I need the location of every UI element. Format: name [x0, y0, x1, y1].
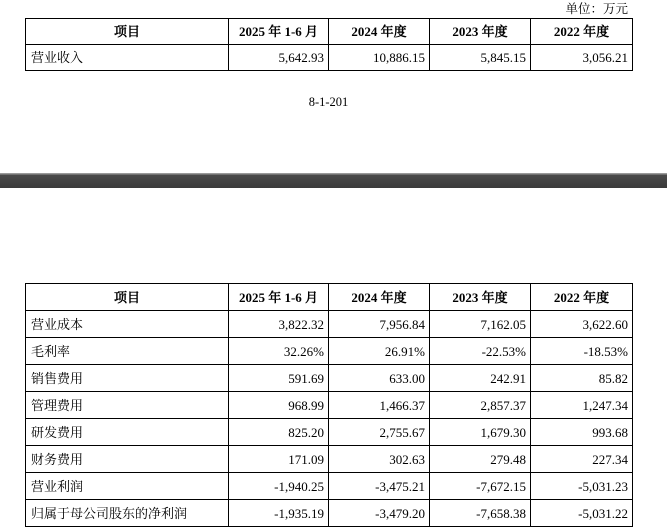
value-2024: -3,475.21 — [329, 473, 430, 500]
header-item: 项目 — [26, 284, 229, 311]
value-2022: 1,247.34 — [531, 392, 633, 419]
row-selling-expenses — [26, 365, 633, 392]
value-2023: -7,658.38 — [430, 500, 531, 527]
header-2023: 2023 年度 — [430, 284, 531, 311]
value-2022: -5,031.22 — [531, 500, 633, 527]
row-label: 营业成本 — [26, 311, 229, 338]
header-2025-h1: 2025 年 1-6 月 — [229, 19, 329, 45]
row-finance-expenses — [26, 446, 633, 473]
header-2022: 2022 年度 — [531, 284, 633, 311]
value-2023: 1,679.30 — [430, 419, 531, 446]
row-label: 财务费用 — [26, 446, 229, 473]
header-2025-h1: 2025 年 1-6 月 — [229, 284, 329, 311]
row-label: 营业利润 — [26, 473, 229, 500]
row-label: 归属于母公司股东的净利润 — [26, 500, 229, 527]
value-2024: 302.63 — [329, 446, 430, 473]
value-2025-h1: 968.99 — [229, 392, 329, 419]
unit-label: 单位：万元 — [565, 2, 628, 16]
row-operating-revenue — [26, 45, 633, 71]
row-label: 销售费用 — [26, 365, 229, 392]
row-gross-margin — [26, 338, 633, 365]
value-2022: -5,031.23 — [531, 473, 633, 500]
value-2023: 279.48 — [430, 446, 531, 473]
page-separator — [0, 173, 667, 188]
value-2025-h1: 3,822.32 — [229, 311, 329, 338]
value-2022: 85.82 — [531, 365, 633, 392]
value-2024: 10,886.15 — [329, 45, 430, 71]
table-header-row — [26, 284, 633, 311]
value-2024: 2,755.67 — [329, 419, 430, 446]
row-label: 营业收入 — [26, 45, 229, 71]
value-2024: -3,479.20 — [329, 500, 430, 527]
value-2025-h1: 32.26% — [229, 338, 329, 365]
value-2022: -18.53% — [531, 338, 633, 365]
row-label: 管理费用 — [26, 392, 229, 419]
value-2024: 26.91% — [329, 338, 430, 365]
header-item: 项目 — [26, 19, 229, 45]
value-2025-h1: 171.09 — [229, 446, 329, 473]
value-2024: 1,466.37 — [329, 392, 430, 419]
value-2024: 633.00 — [329, 365, 430, 392]
header-2023: 2023 年度 — [430, 19, 531, 45]
revenue-table — [25, 18, 633, 71]
value-2023: 7,162.05 — [430, 311, 531, 338]
row-label: 毛利率 — [26, 338, 229, 365]
row-label: 研发费用 — [26, 419, 229, 446]
value-2022: 227.34 — [531, 446, 633, 473]
value-2023: -7,672.15 — [430, 473, 531, 500]
value-2023: 242.91 — [430, 365, 531, 392]
value-2022: 3,622.60 — [531, 311, 633, 338]
value-2025-h1: -1,935.19 — [229, 500, 329, 527]
value-2023: 2,857.37 — [430, 392, 531, 419]
value-2025-h1: 825.20 — [229, 419, 329, 446]
row-admin-expenses — [26, 392, 633, 419]
row-operating-cost — [26, 311, 633, 338]
row-rd-expenses — [26, 419, 633, 446]
page-number: 8-1-201 — [308, 95, 349, 109]
row-net-profit-attributable-to-parent — [26, 500, 633, 527]
header-2022: 2022 年度 — [531, 19, 633, 45]
header-2024: 2024 年度 — [329, 284, 430, 311]
value-2024: 7,956.84 — [329, 311, 430, 338]
value-2025-h1: 591.69 — [229, 365, 329, 392]
header-2024: 2024 年度 — [329, 19, 430, 45]
value-2022: 993.68 — [531, 419, 633, 446]
row-operating-profit — [26, 473, 633, 500]
value-2023: -22.53% — [430, 338, 531, 365]
value-2025-h1: 5,642.93 — [229, 45, 329, 71]
value-2022: 3,056.21 — [531, 45, 633, 71]
value-2025-h1: -1,940.25 — [229, 473, 329, 500]
value-2023: 5,845.15 — [430, 45, 531, 71]
table-header-row — [26, 19, 633, 45]
financial-table — [25, 283, 633, 527]
